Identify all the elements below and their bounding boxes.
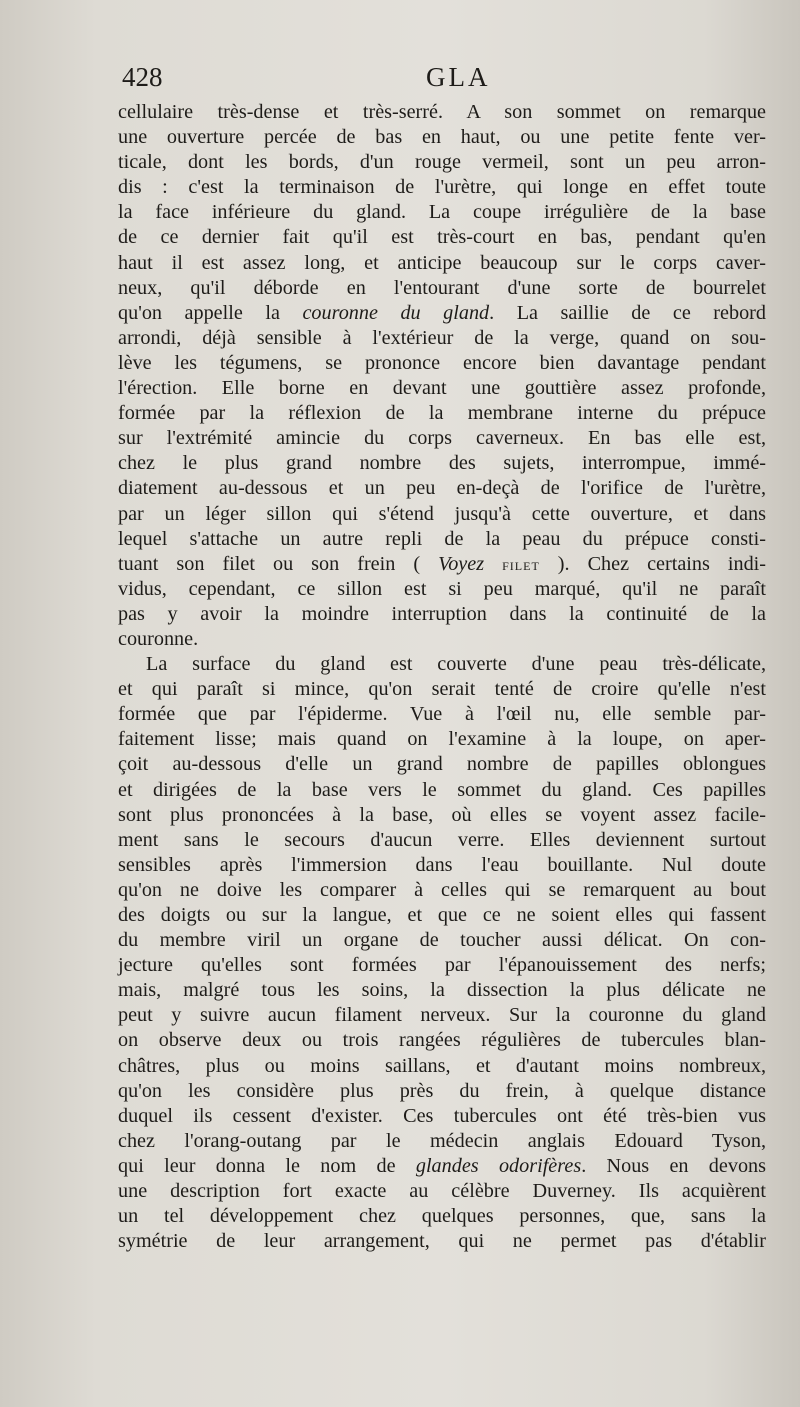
- text-line: sont plus prononcées à la base, où elles se voyent assez facile-: [118, 803, 766, 826]
- text-segment: . Nous en devons: [581, 1154, 767, 1177]
- text-line: lève les tégumens, se prononce encore bien davantage pendant: [118, 351, 766, 374]
- text-line: formée que par l'épiderme. Vue à l'œil nu, elle semble par-: [118, 703, 766, 726]
- text-line: [118, 301, 766, 326]
- text-line: chez l'orang-outang par le médecin anglais Edouard Tyson,: [118, 1129, 766, 1152]
- text-line: lequel s'attache un autre repli de la peau du prépuce consti-: [118, 527, 766, 550]
- text-line: haut il est assez long, et anticipe beaucoup sur le corps caver-: [118, 251, 766, 274]
- text-line: faitement lisse; mais quand on l'examine à la loupe, on aper-: [118, 728, 766, 751]
- text-line: La surface du gland est couverte d'une peau très-délicate,: [146, 653, 766, 676]
- text-segment: tuant son filet ou son frein (: [118, 552, 439, 575]
- italic-term: Voyez: [438, 552, 485, 575]
- text-line: qu'on les considère plus près du frein, à quelque distance: [118, 1079, 766, 1102]
- text-line: dis : c'est la terminaison de l'urètre, qui longe en effet toute: [118, 176, 766, 199]
- text-line: duquel ils cessent d'exister. Ces tubercules ont été très-bien vus: [118, 1104, 766, 1127]
- italic-term: glandes odorifères: [415, 1154, 582, 1177]
- text-segment: . La saillie de ce rebord: [489, 301, 766, 324]
- text-line: ment sans le secours d'aucun verre. Elles deviennent surtout: [118, 828, 766, 851]
- text-line: de ce dernier fait qu'il est très-court en bas, pendant qu'en: [118, 226, 766, 249]
- text-line: jecture qu'elles sont formées par l'épanouissement des nerfs;: [118, 954, 766, 977]
- text-line: châtres, plus ou moins saillans, et d'autant moins nombreux,: [118, 1054, 766, 1077]
- text-line: couronne.: [118, 627, 199, 650]
- text-line: on observe deux ou trois rangées régulières de tubercules blan-: [118, 1029, 766, 1052]
- text-line: du membre viril un organe de toucher aussi délicat. On con-: [118, 929, 766, 952]
- text-line: l'érection. Elle borne en devant une gouttière assez profonde,: [118, 377, 766, 400]
- text-line: vidus, cependant, ce sillon est si peu marqué, qu'il ne paraît: [118, 577, 766, 600]
- text-line: formée par la réflexion de la membrane interne du prépuce: [118, 402, 766, 425]
- text-line: [118, 1154, 766, 1179]
- text-line: chez le plus grand nombre des sujets, interrompue, immé-: [118, 452, 766, 475]
- text-line: diatement au-dessous et un peu en-deçà de l'orifice de l'urètre,: [118, 477, 766, 500]
- text-line: mais, malgré tous les soins, la dissection la plus délicate ne: [118, 979, 766, 1002]
- text-line: peut y suivre aucun filament nerveux. Sur la couronne du gland: [118, 1004, 766, 1027]
- text-line: [118, 552, 766, 577]
- text-line: cellulaire très-dense et très-serré. A son sommet on remarque: [118, 101, 766, 123]
- text-line: et dirigées de la base vers le sommet du gland. Ces papilles: [118, 778, 766, 801]
- text-line: sensibles après l'immersion dans l'eau bouillante. Nul doute: [118, 853, 766, 876]
- text-line: une description fort exacte au célèbre Duverney. Ils acquièrent: [118, 1180, 766, 1203]
- text-segment: qu'on appelle la: [118, 301, 303, 324]
- cross-reference: filet: [502, 554, 540, 574]
- text-line: pas y avoir la moindre interruption dans la continuité de la: [118, 602, 766, 625]
- text-line: sur l'extrémité amincie du corps caverneux. En bas elle est,: [118, 427, 766, 450]
- text-line: et qui paraît si mince, qu'on serait tenté de croire qu'elle n'est: [118, 678, 766, 701]
- text-segment: ). Chez certains indi-: [539, 552, 767, 575]
- body-text: [118, 100, 766, 1254]
- text-line: par un léger sillon qui s'étend jusqu'à cette ouverture, et dans: [118, 502, 766, 525]
- text-line: qu'on ne doive les comparer à celles qui se remarquent au bout: [118, 878, 766, 901]
- text-line: un tel développement chez quelques personnes, que, sans la: [118, 1205, 766, 1228]
- text-line: arrondi, déjà sensible à l'extérieur de la verge, quand on sou-: [118, 326, 766, 349]
- text-line: neux, qu'il déborde en l'entourant d'une sorte de bourrelet: [118, 276, 766, 299]
- italic-term: couronne du gland: [302, 301, 490, 324]
- text-segment: qui leur donna le nom de: [118, 1154, 416, 1177]
- text-line: çoit au-dessous d'elle un grand nombre de papilles oblongues: [118, 753, 766, 776]
- running-head-title: GLA: [426, 62, 491, 92]
- text-line: des doigts ou sur la langue, et que ce ne soient elles qui fassent: [118, 904, 766, 926]
- text-line: une ouverture percée de bas en haut, ou une petite fente ver-: [118, 126, 766, 149]
- page-number: 428: [122, 62, 163, 92]
- text-line: ticale, dont les bords, d'un rouge vermeil, sont un peu arron-: [118, 151, 766, 174]
- text-line: symétrie de leur arrangement, qui ne permet pas d'établir: [118, 1230, 766, 1253]
- running-head: [118, 62, 766, 96]
- text-line: la face inférieure du gland. La coupe irrégulière de la base: [118, 201, 766, 224]
